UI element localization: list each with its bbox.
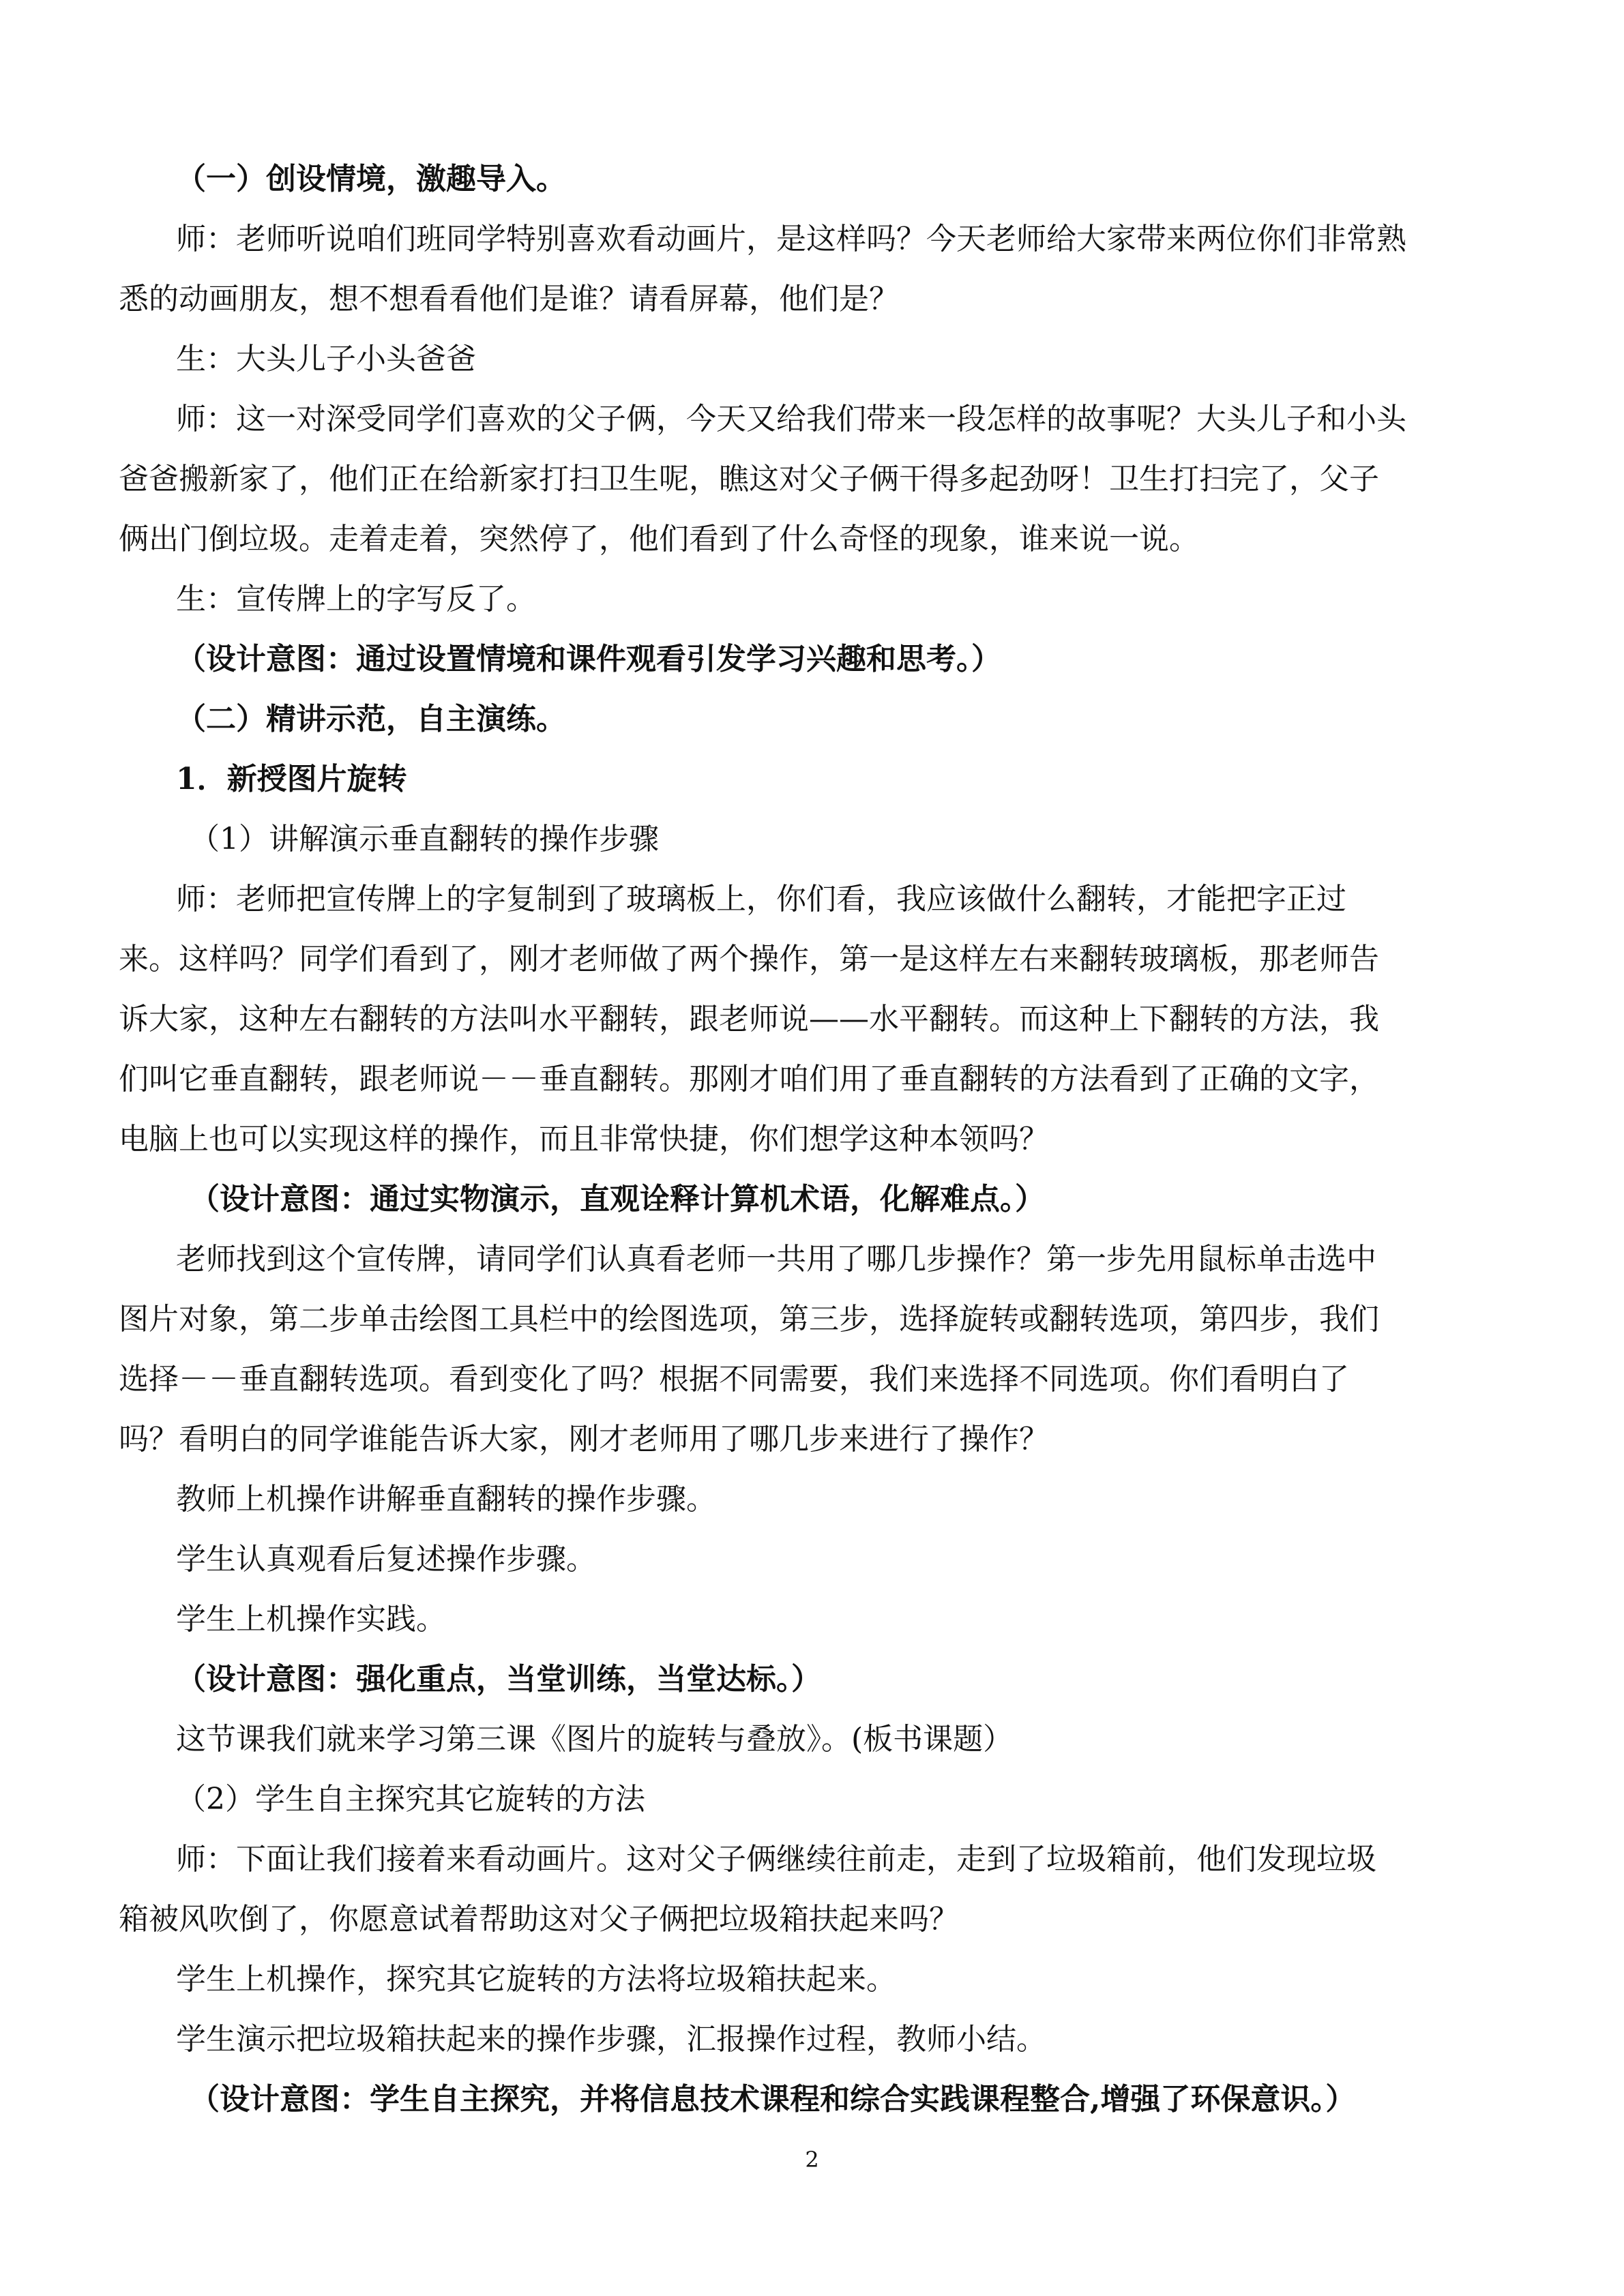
sub-step-heading: （1）讲解演示垂直翻转的操作步骤 [190,822,659,856]
paragraph-line: 生：宣传牌上的字写反了。 [176,582,536,616]
paragraph-line: 箱被风吹倒了，你愿意试着帮助这对父子俩把垃圾箱扶起来吗？ [119,1902,959,1937]
section-heading-1: （一）创设情境，激趣导入。 [176,162,566,196]
sub-step-heading: （2）学生自主探究其它旋转的方法 [176,1782,645,1817]
paragraph-line: 师：老师把宣传牌上的字复制到了玻璃板上，你们看，我应该做什么翻转，才能把字正过 [176,882,1346,916]
design-intent-note: （设计意图：强化重点，当堂训练，当堂达标。） [176,1662,821,1697]
paragraph-line: 诉大家，这种左右翻转的方法叫水平翻转，跟老师说——水平翻转。而这种上下翻转的方法，我 [119,1002,1379,1037]
paragraph-line: 生：大头儿子小头爸爸 [176,342,476,376]
paragraph-line: 这节课我们就来学习第三课《图片的旋转与叠放》。(板书课题） [176,1722,1014,1757]
paragraph-line: 悉的动画朋友，想不想看看他们是谁？请看屏幕，他们是？ [119,282,899,316]
paragraph-line: 学生认真观看后复述操作步骤。 [176,1542,596,1577]
paragraph-line: 师：这一对深受同学们喜欢的父子俩，今天又给我们带来一段怎样的故事呢？大头儿子和小头 [176,402,1406,436]
paragraph-line: 师：老师听说咱们班同学特别喜欢看动画片，是这样吗？今天老师给大家带来两位你们非常熟 [176,222,1406,256]
paragraph-line: 吗？看明白的同学谁能告诉大家，刚才老师用了哪几步来进行了操作？ [119,1422,1049,1457]
paragraph-line: 爸爸搬新家了，他们正在给新家打扫卫生呢，瞧这对父子俩干得多起劲呀！卫生打扫完了，父子 [119,462,1379,496]
paragraph-line: 们叫它垂直翻转，跟老师说－－垂直翻转。那刚才咱们用了垂直翻转的方法看到了正确的文字， [119,1062,1379,1097]
page-number: 2 [805,2147,819,2173]
paragraph-line: 学生演示把垃圾箱扶起来的操作步骤，汇报操作过程，教师小结。 [176,2022,1046,2057]
design-intent-note: （设计意图：通过实物演示，直观诠释计算机术语，化解难点。） [190,1182,1045,1217]
paragraph-line: 电脑上也可以实现这样的操作，而且非常快捷，你们想学这种本领吗？ [119,1122,1049,1157]
section-heading-2: （二）精讲示范，自主演练。 [176,702,566,736]
paragraph-line: 来。这样吗？同学们看到了，刚才老师做了两个操作，第一是这样左右来翻转玻璃板，那老师告 [119,942,1379,976]
subsection-heading: 1．新授图片旋转 [176,762,407,796]
paragraph-line: 图片对象，第二步单击绘图工具栏中的绘图选项，第三步，选择旋转或翻转选项，第四步，我们 [119,1302,1379,1337]
paragraph-line: 学生上机操作实践。 [176,1602,446,1637]
design-intent-note: （设计意图：学生自主探究，并将信息技术课程和综合实践课程整合,增强了环保意识。） [190,2082,1356,2117]
paragraph-line: 教师上机操作讲解垂直翻转的操作步骤。 [176,1482,716,1517]
paragraph-line: 学生上机操作，探究其它旋转的方法将垃圾箱扶起来。 [176,1962,896,1997]
paragraph-line: 老师找到这个宣传牌，请同学们认真看老师一共用了哪几步操作？第一步先用鼠标单击选中 [176,1242,1376,1277]
paragraph-line: 选择－－垂直翻转选项。看到变化了吗？根据不同需要，我们来选择不同选项。你们看明白了 [119,1362,1349,1397]
design-intent-note: （设计意图：通过设置情境和课件观看引发学习兴趣和思考。） [176,642,1001,676]
paragraph-line: 俩出门倒垃圾。走着走着，突然停了，他们看到了什么奇怪的现象，谁来说一说。 [119,522,1199,556]
paragraph-line: 师：下面让我们接着来看动画片。这对父子俩继续往前走，走到了垃圾箱前，他们发现垃圾 [176,1842,1376,1877]
